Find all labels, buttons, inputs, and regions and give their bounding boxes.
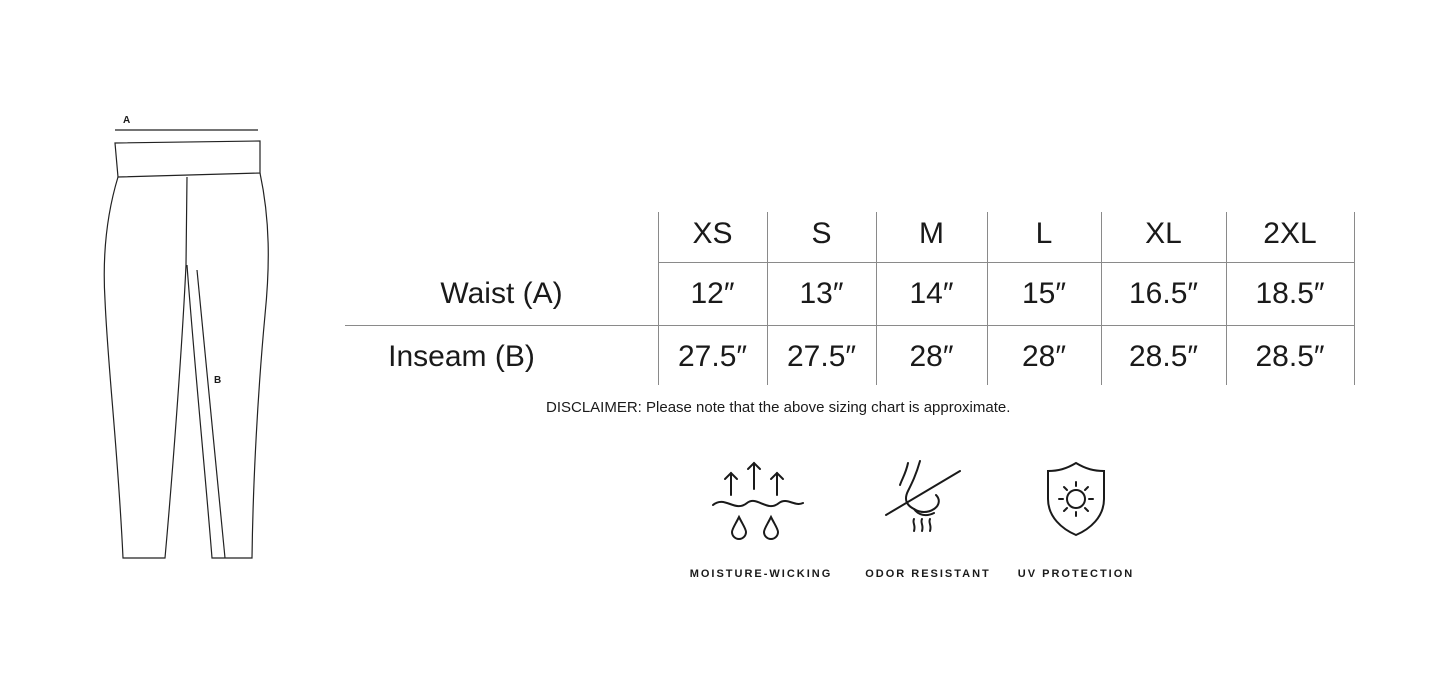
row-label-waist: Waist (A) xyxy=(440,276,563,310)
inseam-2xl: 28.5″ xyxy=(1255,340,1325,373)
inseam-l: 28″ xyxy=(1022,340,1066,373)
size-header-m: M xyxy=(919,216,944,250)
size-header-xl: XL xyxy=(1145,216,1182,250)
feature-label: ODOR RESISTANT xyxy=(865,568,991,580)
waist-xl: 16.5″ xyxy=(1128,276,1198,310)
uv-protection-icon xyxy=(1026,455,1126,547)
size-header-s: S xyxy=(811,216,832,250)
size-header-l: L xyxy=(1035,216,1053,250)
feature-moisture-wicking xyxy=(680,455,842,580)
waist-s: 13″ xyxy=(799,276,844,310)
measure-a-label: A xyxy=(123,115,131,126)
inseam-m: 28″ xyxy=(909,340,954,373)
table-divider xyxy=(876,212,877,385)
measure-b-label: B xyxy=(214,375,222,386)
leggings-diagram xyxy=(90,100,290,580)
moisture-wicking-icon xyxy=(711,455,811,547)
table-divider xyxy=(987,212,988,385)
row-label-inseam: Inseam (B) xyxy=(388,340,535,373)
waist-l: 15″ xyxy=(1022,276,1066,310)
inseam-s: 27.5″ xyxy=(786,340,856,373)
waist-m: 14″ xyxy=(909,276,954,310)
waist-2xl: 18.5″ xyxy=(1255,276,1325,310)
feature-uv-protection xyxy=(1010,455,1142,580)
disclaimer-text: DISCLAIMER: Please note that the above sizing chart is approximate. xyxy=(546,399,1011,416)
table-divider xyxy=(767,212,768,385)
table-divider xyxy=(1354,212,1355,385)
table-divider xyxy=(658,212,659,385)
feature-odor-resistant xyxy=(858,455,998,580)
size-header-2xl: 2XL xyxy=(1263,216,1317,250)
inseam-xl: 28.5″ xyxy=(1128,340,1198,373)
table-divider xyxy=(1101,212,1102,385)
table-divider xyxy=(345,325,1354,326)
feature-label: MOISTURE-WICKING xyxy=(689,568,833,580)
leggings-outline-icon xyxy=(90,100,290,580)
waist-xs: 12″ xyxy=(690,276,735,310)
table-divider xyxy=(658,262,1354,263)
inseam-xs: 27.5″ xyxy=(677,340,747,373)
table-divider xyxy=(1226,212,1227,385)
odor-resistant-icon xyxy=(878,455,978,547)
feature-label: UV PROTECTION xyxy=(1017,568,1135,580)
size-header-xs: XS xyxy=(692,216,733,250)
